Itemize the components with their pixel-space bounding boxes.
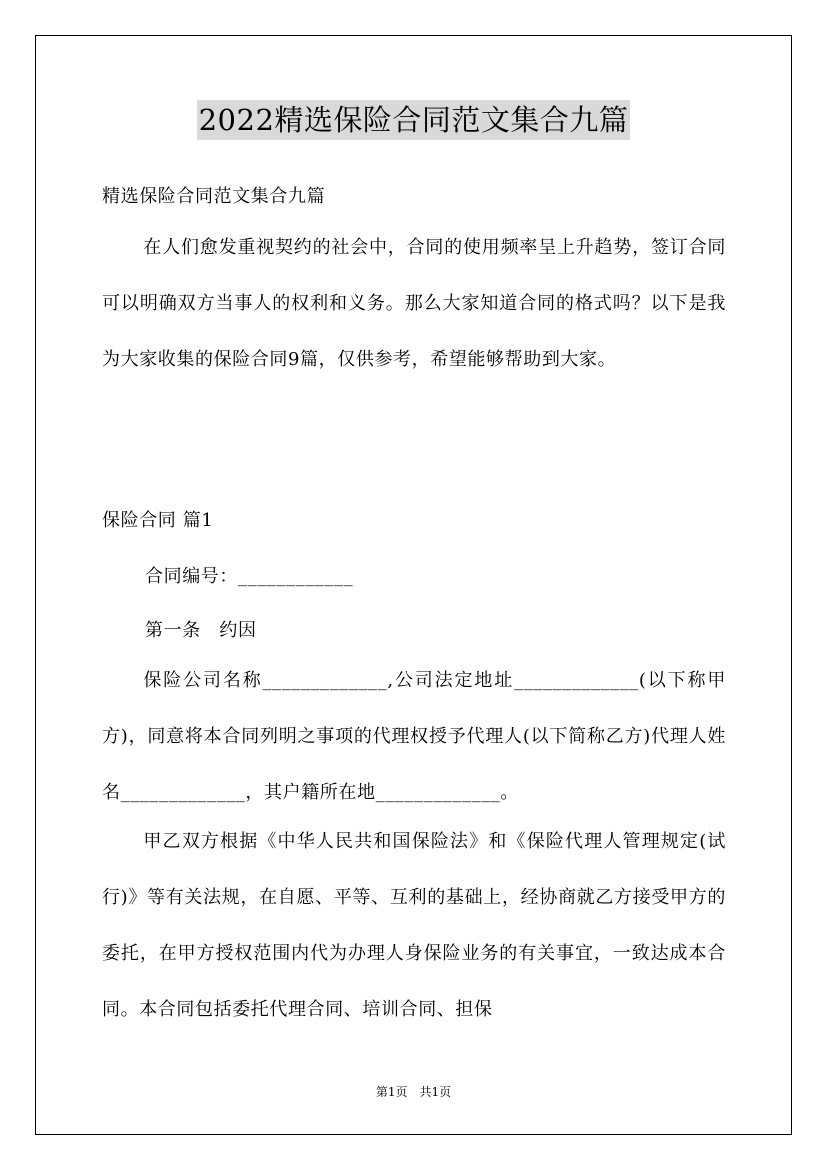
- document-subtitle: 精选保险合同范文集合九篇: [102, 186, 326, 207]
- section-heading: 保险合同 篇1: [102, 510, 214, 531]
- title-container: [0, 100, 827, 140]
- article-one-heading: 第一条 约因: [145, 620, 257, 641]
- page-footer: 第1页 共1页: [375, 1085, 452, 1099]
- company-paragraph: 保险公司名称_____________,公司法定地址_____________(以下称甲方)，同意将本合同列明之事项的代理权授予代理人(以下简称乙方)代理人姓名_____________，其户籍所在地_____________。: [102, 670, 726, 803]
- basis-paragraph: 甲乙双方根据《中华人民共和国保险法》和《保险代理人管理规定(试行)》等有关法规，在自愿、平等、互利的基础上，经协商就乙方接受甲方的委托，在甲方授权范围内代为办理人身保险业务的有关事宜，一致达成本合同。本合同包括委托代理合同、培训合同、担保: [102, 831, 726, 1020]
- document-title: 2022精选保险合同范文集合九篇: [197, 100, 631, 140]
- intro-paragraph: 在人们愈发重视契约的社会中，合同的使用频率呈上升趋势，签订合同可以明确双方当事人的权利和义务。那么大家知道合同的格式吗？以下是我为大家收集的保险合同9篇，仅供参考，希望能够帮助到大家。: [102, 237, 726, 370]
- contract-number-line: 合同编号：____________: [145, 566, 354, 587]
